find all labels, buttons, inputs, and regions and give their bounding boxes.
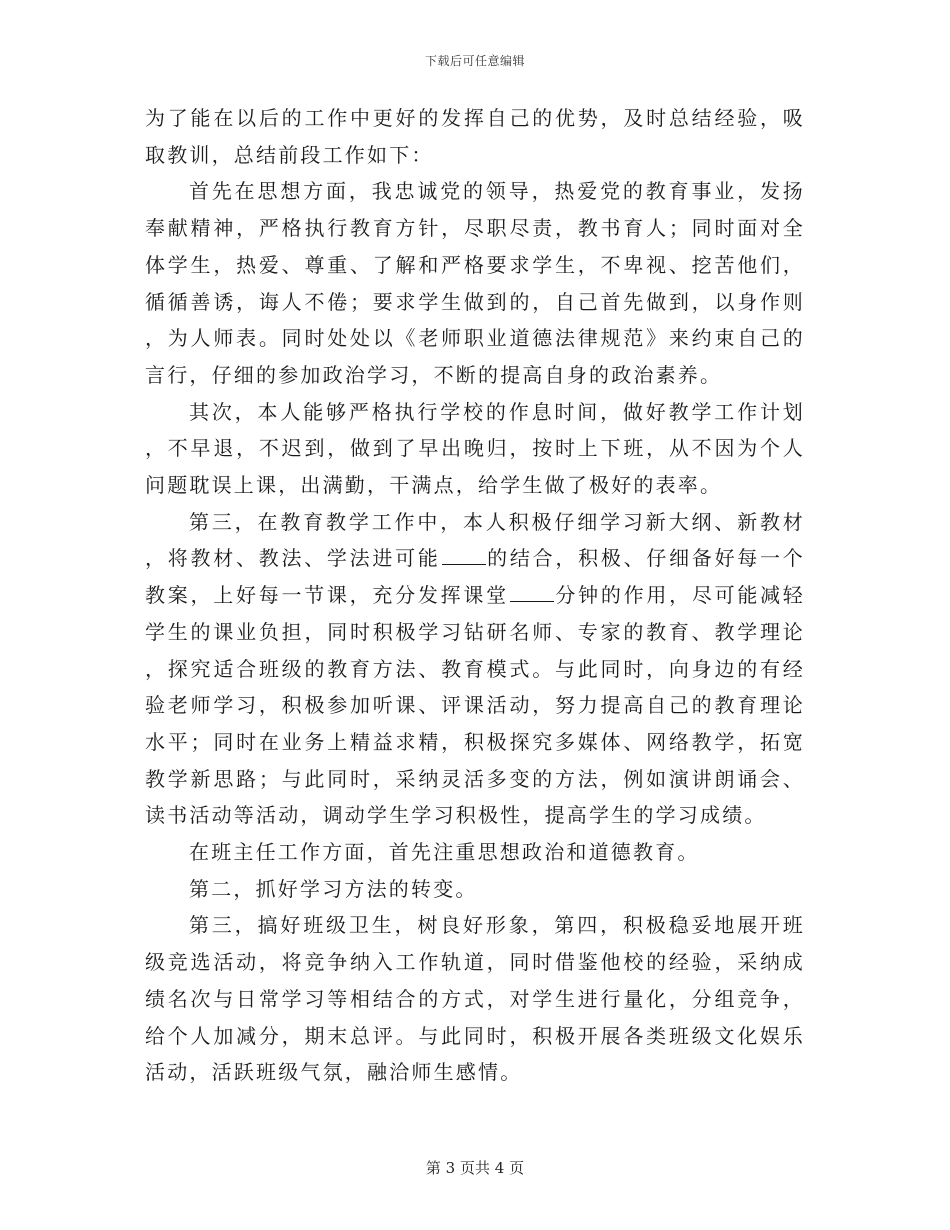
paragraph-class-teacher: 在班主任工作方面，首先注重思想政治和道德教育。 <box>189 840 700 865</box>
page-header: 下载后可任意编辑 <box>424 54 525 68</box>
paragraph-teaching-part2: 的结合，积极、仔细备好每一个教案，上好每一节课，充分发挥课堂 <box>145 546 805 608</box>
paragraph-hygiene: 第三，搞好班级卫生，树良好形象，第四，积极稳妥地展开班级竞选活动，将竞争纳入工作轨道，同时借鉴他校的经验，采纳成绩名次与日常学习等相结合的方式，对学生进行量化，分组竞争，给个人加减分，期末总评。与此同时，积极开展各类班级文化娱乐活动，活跃班级气氛，融洽师生感情。 <box>145 913 805 1085</box>
fill-in-blank <box>510 583 554 602</box>
paragraph-teaching-part3: 分钟的作用，尽可能减轻学生的课业负担，同时积极学习钻研名师、专家的教育、教学理论，探究适合班级的教育方法、教育模式。与此同时，向身边的有经验老师学习，积极参加听课、评课活动，努力提高自己的教育理论水平；同时在业务上精益求精，积极探究多媒体、网络教学，拓宽教学新思路；与此同时，采纳灵活多变的方法，例如演讲朗诵会、读书活动等活动，调动学生学习积极性，提高学生的学习成绩。 <box>145 583 806 828</box>
paragraph-intro: 为了能在以后的工作中更好的发挥自己的优势，及时总结经验，吸取教训，总结前段工作如下： <box>145 106 805 167</box>
page-footer: 第 3 页共 4 页 <box>425 1159 525 1177</box>
document-body <box>145 100 805 1091</box>
paragraph-ideology: 首先在思想方面，我忠诚党的领导，热爱党的教育事业，发扬奉献精神，严格执行教育方针，尽职尽责，教书育人；同时面对全体学生，热爱、尊重、了解和严格要求学生，不卑视、挖苦他们，循循善诱，诲人不倦；要求学生做到的，自己首先做到，以身作则，为人师表。同时处处以《老师职业道德法律规范》来约束自己的言行，仔细的参加政治学习，不断的提高自身的政治素养。 <box>145 179 805 387</box>
paragraph-teaching <box>145 504 805 834</box>
paragraph-study-method: 第二，抓好学习方法的转变。 <box>189 876 478 901</box>
fill-in-blank <box>442 546 486 565</box>
paragraph-teaching-part1: 第三，在教育教学工作中，本人积极仔细学习新大纲、新教材，将教材、教法、学法进可能 <box>145 509 805 571</box>
paragraph-attendance: 其次，本人能够严格执行学校的作息时间，做好教学工作计划，不早退，不迟到，做到了早出晚归，按时上下班，从不因为个人问题耽误上课，出满勤，干满点，给学生做了极好的表率。 <box>145 399 805 498</box>
